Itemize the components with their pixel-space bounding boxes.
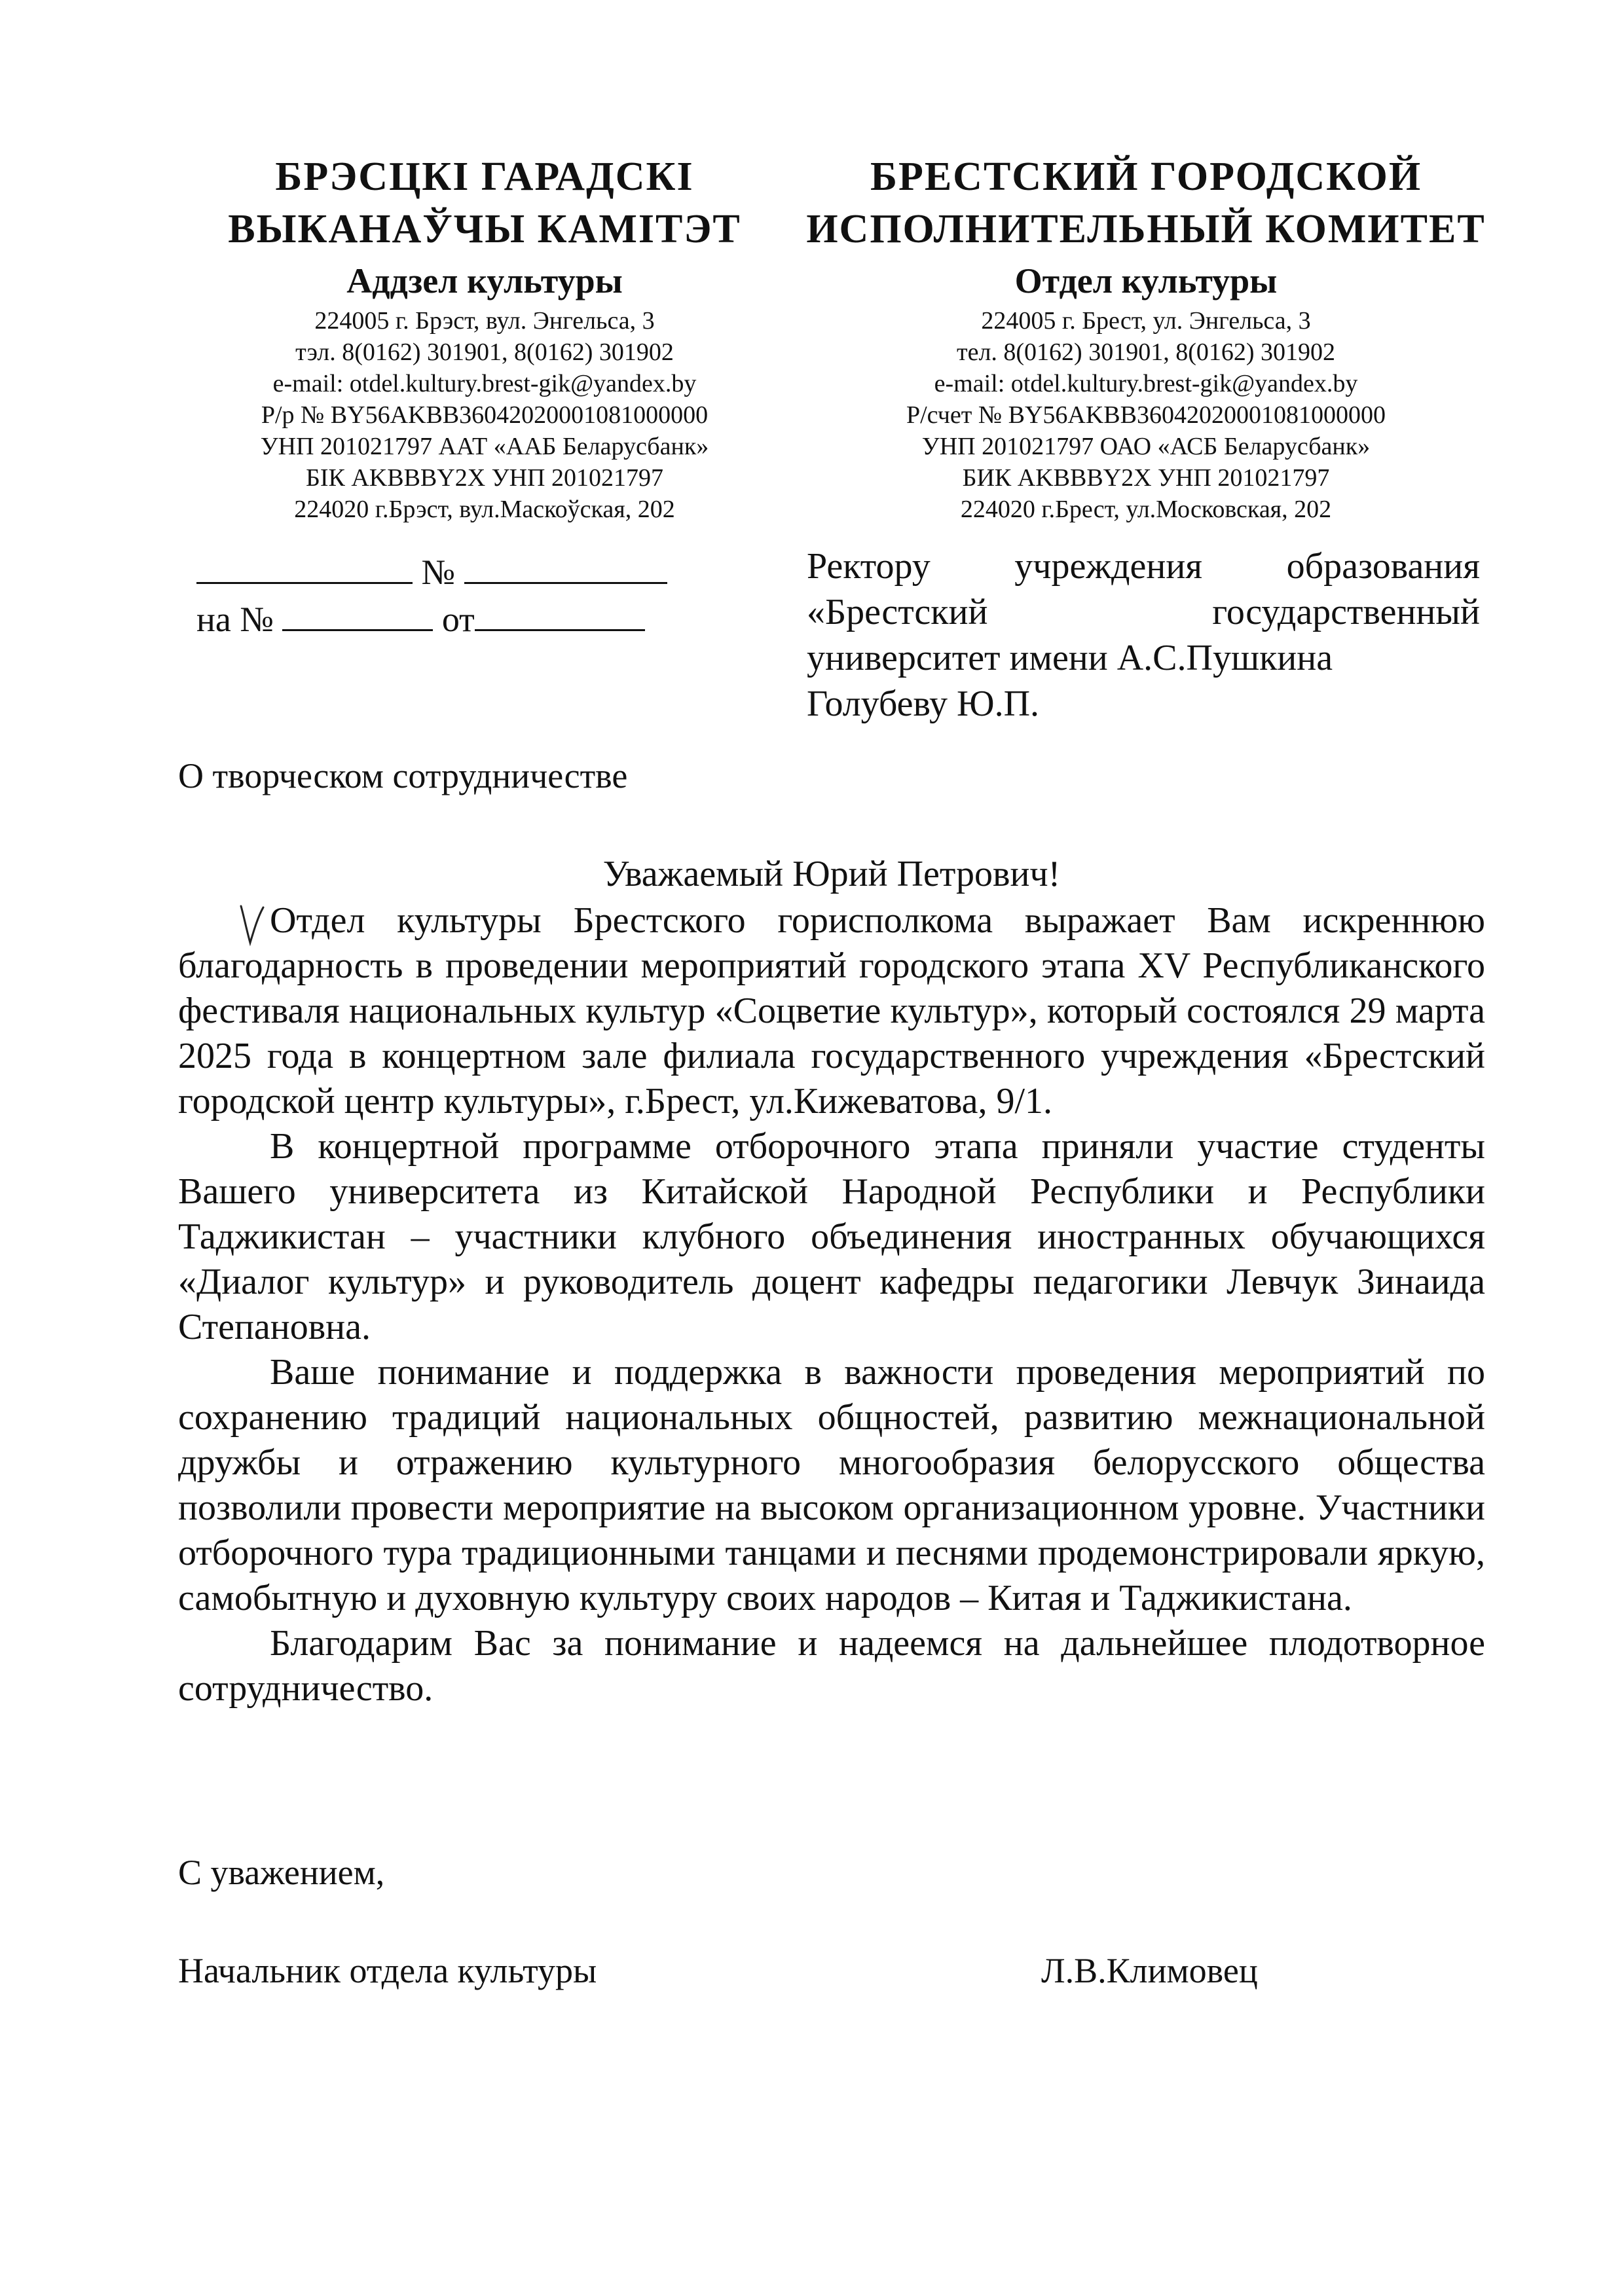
org-name-line2: ИСПОЛНИТЕЛЬНЫЙ КОМИТЕТ <box>806 207 1486 251</box>
body-paragraph: Благодарим Вас за понимание и надеемся на дальнейшее плодотворное сотрудничество. <box>178 1623 1485 1709</box>
addressee-line: Голубеву Ю.П. <box>807 683 1040 724</box>
addressee-line: «Брестский государственный <box>807 592 1480 632</box>
outgoing-number-line <box>196 549 667 596</box>
requisite-line: 224020 г.Брэст, вул.Маскоўская, 202 <box>294 496 675 523</box>
requisite-line: УНП 201021797 ААТ «ААБ Беларусбанк» <box>260 433 709 460</box>
letterhead-belarusian <box>196 151 773 525</box>
body-paragraph: Ваше понимание и поддержка в важности проведения мероприятий по сохранению традиций национальных общностей, развитию межнациональной дружбы и отражению культурного многообразия белорусского общества позволили провести мероприятие на высоком организационном уровне. Участники отборочного тура традиционными танцами и песнями продемонстрировали яркую, самобытную и духовную культуру своих народов – Китая и Таджикистана. <box>178 1352 1485 1618</box>
addressee-line: университет имени А.С.Пушкина <box>807 638 1333 678</box>
salutation: Уважаемый Юрий Петрович! <box>602 854 1061 894</box>
letter-body <box>178 898 1485 1711</box>
requisite-line: 224020 г.Брест, ул.Московская, 202 <box>960 496 1332 523</box>
ref-number-blank <box>282 623 433 631</box>
requisite-line: 224005 г. Брест, ул. Энгельса, 3 <box>981 307 1311 335</box>
on-number-label: на № <box>196 600 274 639</box>
org-name-line1: БРЭСЦКІ ГАРАДСКІ <box>275 155 694 199</box>
requisite-line: тэл. 8(0162) 301901, 8(0162) 301902 <box>295 338 674 366</box>
outgoing-reference <box>196 549 667 643</box>
addressee-line: Ректору учреждения образования <box>807 546 1480 587</box>
subject-line: О творческом сотрудничестве <box>178 756 628 795</box>
requisite-line: e-mail: otdel.kultury.brest-gik@yandex.by <box>934 370 1358 397</box>
body-paragraph: Отдел культуры Брестского горисполкома выражает Вам искреннюю благодарность в проведении мероприятий городского этапа XV Республиканского фестиваля национальных культур «Соцветие культур», который состоялся 29 марта 2025 года в концертном зале филиала государственного учреждения «Брестский городской центр культуры», г.Брест, ул.Кижеватова, 9/1. <box>178 900 1485 1121</box>
body-paragraph: В концертной программе отборочного этапа приняли участие студенты Вашего университета из Китайской Народной Республики и Республики Таджикистан – участники клубного объединения иностранных обучающихся «Диалог культур» и руководитель доцент кафедры педагогики Левчук Зинаида Степановна. <box>178 1126 1485 1347</box>
requisite-line: Р/р № BY56AKBB36042020001081000000 <box>261 401 709 429</box>
requisite-line: e-mail: otdel.kultury.brest-gik@yandex.by <box>272 370 697 397</box>
signer-position: Начальник отдела культуры <box>178 1951 597 1990</box>
requisite-line: Р/счет № BY56AKBB36042020001081000000 <box>906 401 1386 429</box>
from-label: от <box>441 600 475 639</box>
addressee-block <box>807 543 1480 727</box>
department-name: Аддзел культуры <box>346 261 623 301</box>
letterhead-russian <box>779 151 1513 525</box>
date-blank <box>196 575 413 584</box>
requisite-line: 224005 г. Брэст, вул. Энгельса, 3 <box>314 307 655 335</box>
ref-date-blank <box>475 623 645 631</box>
incoming-reference-line <box>196 596 667 643</box>
number-sign: № <box>421 553 456 592</box>
department-name: Отдел культуры <box>1014 261 1278 301</box>
org-name-line2: ВЫКАНАЎЧЫ КАМІТЭТ <box>228 207 741 251</box>
closing-phrase: С уважением, <box>178 1853 385 1892</box>
requisite-line: тел. 8(0162) 301901, 8(0162) 301902 <box>956 338 1336 366</box>
requisite-line: БІК AKBBBY2X УНП 201021797 <box>306 464 663 492</box>
number-blank <box>464 575 667 584</box>
org-name-line1: БРЕСТСКИЙ ГОРОДСКОЙ <box>870 155 1422 199</box>
requisite-line: БИК AKBBBY2X УНП 201021797 <box>962 464 1330 492</box>
signer-name: Л.В.Климовец <box>1041 1951 1258 1990</box>
requisite-line: УНП 201021797 ОАО «АСБ Беларусбанк» <box>921 433 1371 460</box>
